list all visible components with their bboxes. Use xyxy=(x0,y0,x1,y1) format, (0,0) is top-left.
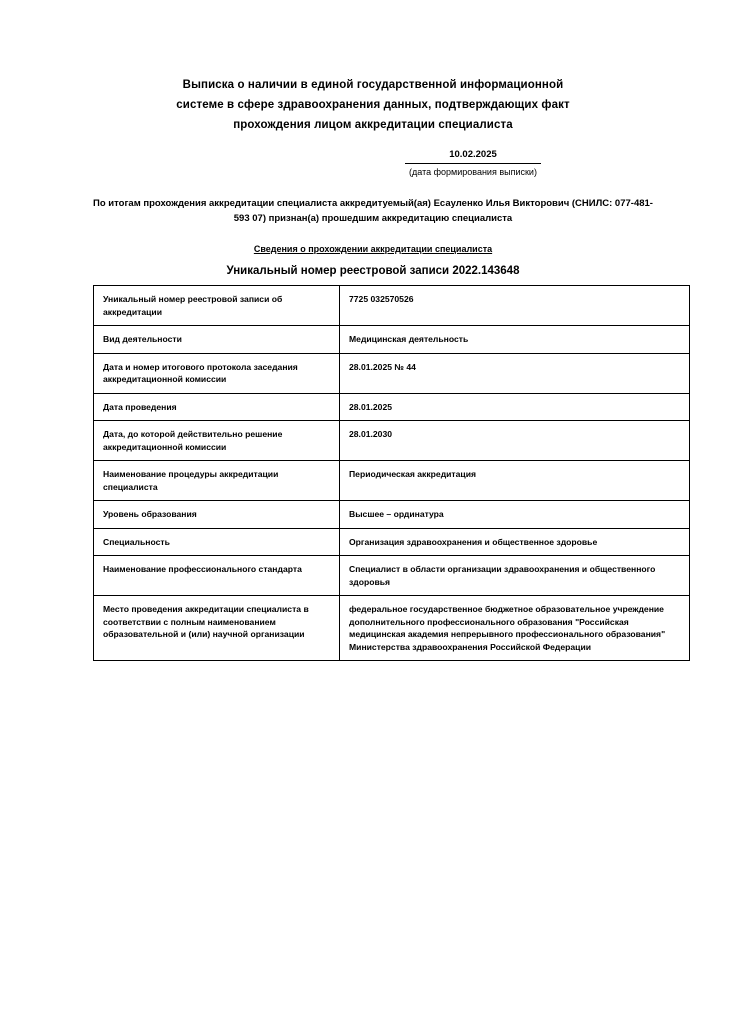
table-row xyxy=(94,326,690,354)
accreditation-summary: По итогам прохождения аккредитации специалиста аккредитуемый(ая) Есауленко Илья Викторович (СНИЛС: 077-481-593 07) признан(а) прошедшим аккредитацию специалиста xyxy=(93,198,653,224)
row-value: 28.01.2025 xyxy=(340,393,690,421)
row-label: Дата проведения xyxy=(94,393,340,421)
form-date-value: 10.02.2025 xyxy=(449,149,497,160)
row-value: Организация здравоохранения и общественное здоровье xyxy=(340,528,690,556)
page-title-line-3: прохождения лицом аккредитации специалиста xyxy=(233,119,513,131)
section-heading-text: Сведения о прохождении аккредитации специалиста xyxy=(253,244,493,254)
page-title xyxy=(93,75,653,135)
table-row xyxy=(94,421,690,461)
row-value: Высшее – ординатура xyxy=(340,501,690,529)
row-label: Дата, до которой действительно решение аккредитационной комиссии xyxy=(94,421,340,461)
row-value: 28.01.2030 xyxy=(340,421,690,461)
table-row xyxy=(94,528,690,556)
row-label: Место проведения аккредитации специалиста в соответствии с полным наименованием образовательной и (или) научной организации xyxy=(94,596,340,661)
registry-record-number: Уникальный номер реестровой записи 2022.143648 xyxy=(226,265,520,277)
row-label: Специальность xyxy=(94,528,340,556)
page-title-line-1: Выписка о наличии в единой государственной информационной xyxy=(182,79,564,91)
row-label: Уникальный номер реестровой записи об аккредитации xyxy=(94,286,340,326)
form-date-caption: (дата формирования выписки) xyxy=(409,167,537,177)
table-row xyxy=(94,353,690,393)
table-row xyxy=(94,461,690,501)
table-row xyxy=(94,596,690,661)
row-label: Наименование процедуры аккредитации специалиста xyxy=(94,461,340,501)
form-date-block xyxy=(373,148,573,179)
row-value: федеральное государственное бюджетное образовательное учреждение дополнительного профессионального образования "Российская медицинская академия непрерывного профессионального образования" Министерства здравоохранения Российской Федерации xyxy=(340,596,690,661)
row-value: 28.01.2025 № 44 xyxy=(340,353,690,393)
row-value: Медицинская деятельность xyxy=(340,326,690,354)
row-value: 7725 032570526 xyxy=(340,286,690,326)
section-heading xyxy=(93,242,653,256)
table-row xyxy=(94,286,690,326)
row-value: Специалист в области организации здравоохранения и общественного здоровья xyxy=(340,556,690,596)
table-row xyxy=(94,556,690,596)
table-row xyxy=(94,501,690,529)
page-title-line-2: системе в сфере здравоохранения данных, подтверждающих факт xyxy=(176,99,570,111)
row-label: Уровень образования xyxy=(94,501,340,529)
row-value: Периодическая аккредитация xyxy=(340,461,690,501)
row-label: Дата и номер итогового протокола заседания аккредитационной комиссии xyxy=(94,353,340,393)
accreditation-details-table xyxy=(93,285,690,661)
table-row xyxy=(94,393,690,421)
row-label: Вид деятельности xyxy=(94,326,340,354)
row-label: Наименование профессионального стандарта xyxy=(94,556,340,596)
